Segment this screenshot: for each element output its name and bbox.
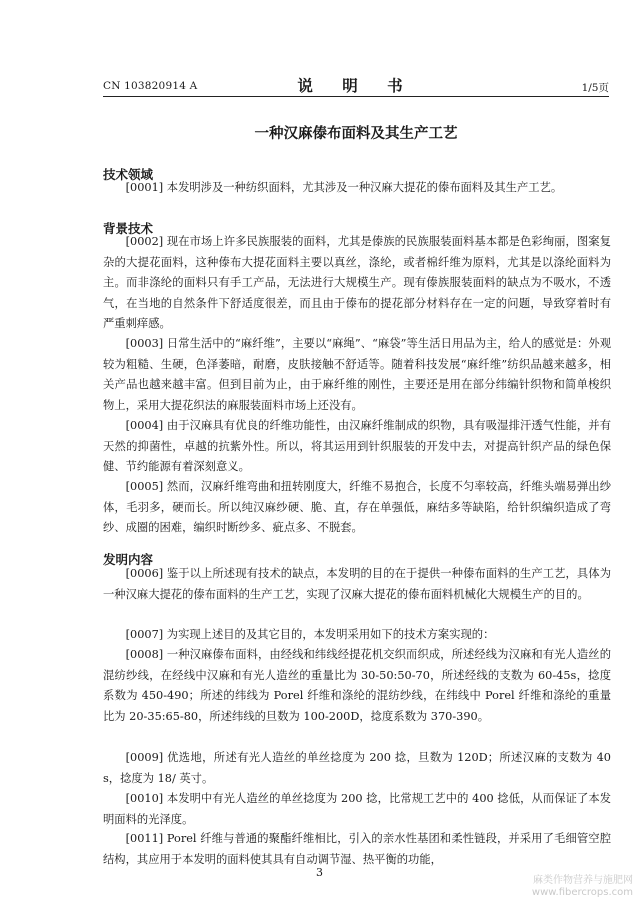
paragraph-0003 xyxy=(103,334,611,416)
paragraph-text: 一种汉麻傣布面料，由经线和纬线经提花机交织而织成，所述经线为汉麻和有光人造丝的混纺纱线，在经线中汉麻和有光人造丝的重量比为 30-50:50-70，所述经线的支数为 60-45s，捻度系数为 450-490；所述的纬线为 Porel 纤维和涤纶的混纺纱线，在纬线中 Porel 纤维和涤纶的重量比为 20-35:65-80，所述纬线的旦数为 100-200D，捻度系数为 370-390。 xyxy=(103,648,611,723)
paragraph-0008 xyxy=(103,645,611,727)
paragraph-text: 现在市场上许多民族服装的面料，尤其是傣族的民族服装面料基本都是色彩绚丽，图案复杂的大提花面料，这种傣布大提花面料主要以真丝，涤纶，或者棉纤维为原料，尤其是以涤纶面料为主。而非涤纶的面料只有手工产品，无法进行大规模生产。现有傣族服装面料的缺点为不吸水，不透气，在当地的自然条件下舒适度很差，而且由于傣布的提花部分材料存在一定的问题，导致穿着时有严重刺痒感。 xyxy=(103,235,611,330)
paragraph-number: [0002] xyxy=(125,235,164,248)
paragraph-0001 xyxy=(103,178,611,199)
paragraph-number: [0001] xyxy=(125,181,164,194)
paragraph-text: 本发明中有光人造丝的单丝捻度为 200 捻，比常规工艺中的 400 捻低，从而保证了本发明面料的光泽度。 xyxy=(103,792,612,826)
paragraph-text: 日常生活中的“麻纤维”，主要以“麻绳”、“麻袋”等生活日用品为主，给人的感觉是：外观较为粗糙、生硬，色泽萎暗，耐磨，皮肤接触不舒适等。随着科技发展“麻纤维”纺织品越来越多，相关产品也越来越丰富。但到目前为止，由于麻纤维的刚性，主要还是用在部分纬编针织物和简单梭织物上，采用大提花织法的麻服装面料市场上还没有。 xyxy=(103,337,612,412)
section-heading-field: 技术领域 xyxy=(103,167,154,182)
paragraph-text: 本发明涉及一种纺织面料，尤其涉及一种汉麻大提花的傣布面料及其生产工艺。 xyxy=(166,181,563,194)
doc-type: 说 明 书 xyxy=(297,76,415,95)
paragraph-text: 然而，汉麻纤维弯曲和扭转刚度大，纤维不易抱合，长度不匀率较高，纤维头端易弹出纱体，毛羽多，硬而长。所以纯汉麻纱硬、脆、直，存在单强低，麻结多等缺陷，给针织编织造成了弯纱、成圈的困难，编织时断纱多、疵点多、不脱套。 xyxy=(103,480,611,534)
page-indicator: 1/5页 xyxy=(581,82,609,94)
paragraph-text: Porel 纤维与普通的聚酯纤维相比，引入的亲水性基团和柔性链段，并采用了毛细管空腔结构，其应用于本发明的面料使其具有自动调节湿、热平衡的功能， xyxy=(103,832,611,866)
section-heading-invention: 发明内容 xyxy=(103,552,154,567)
section-heading-background: 背景技术 xyxy=(103,221,154,236)
watermark-url: www.fibercrops.com xyxy=(531,887,633,898)
page-number: 3 xyxy=(316,866,323,879)
paragraph-text: 优选地，所述有光人造丝的单丝捻度为 200 捻，旦数为 120D；所述汉麻的支数为 40s，捻度为 18/ 英寸。 xyxy=(103,751,611,785)
paragraph-text: 由于汉麻具有优良的纤维功能性，由汉麻纤维制成的织物，具有吸湿排汗透气性能，并有天然的抑菌性，卓越的抗紫外性。所以，将其运用到针织服装的开发中去，对提高针织产品的绿色保健、节约能源有着深刻意义。 xyxy=(103,419,611,473)
paragraph-0005 xyxy=(103,477,611,539)
doc-number: CN 103820914 A xyxy=(103,80,198,92)
paragraph-number: [0003] xyxy=(125,337,164,350)
paragraph-number: [0008] xyxy=(125,648,164,661)
paragraph-number: [0010] xyxy=(125,792,164,805)
page-header xyxy=(103,74,609,97)
paragraph-number: [0011] xyxy=(125,832,164,845)
paragraph-0004 xyxy=(103,416,611,478)
paragraph-number: [0005] xyxy=(125,480,164,493)
paragraph-number: [0009] xyxy=(125,751,164,764)
paragraph-text: 为实现上述目的及其它目的，本发明采用如下的技术方案实现的： xyxy=(166,628,495,641)
watermark xyxy=(532,875,633,899)
watermark-site-name: 麻类作物营养与施肥网 xyxy=(533,875,633,886)
paragraph-number: [0006] xyxy=(125,567,164,580)
paragraph-0010 xyxy=(103,789,611,830)
document-title: 一种汉麻傣布面料及其生产工艺 xyxy=(254,126,458,142)
paragraph-number: [0004] xyxy=(125,419,164,432)
paragraph-number: [0007] xyxy=(125,628,164,641)
paragraph-0002 xyxy=(103,232,611,335)
paragraph-0009 xyxy=(103,748,611,789)
paragraph-0006 xyxy=(103,564,611,605)
paragraph-0007 xyxy=(103,625,611,646)
paragraph-text: 鉴于以上所述现有技术的缺点，本发明的目的在于提供一种傣布面料的生产工艺，具体为一种汉麻大提花的傣布面料的生产工艺，实现了汉麻大提花的傣布面料机械化大规模生产的目的。 xyxy=(103,567,611,601)
paragraph-0011 xyxy=(103,829,611,870)
